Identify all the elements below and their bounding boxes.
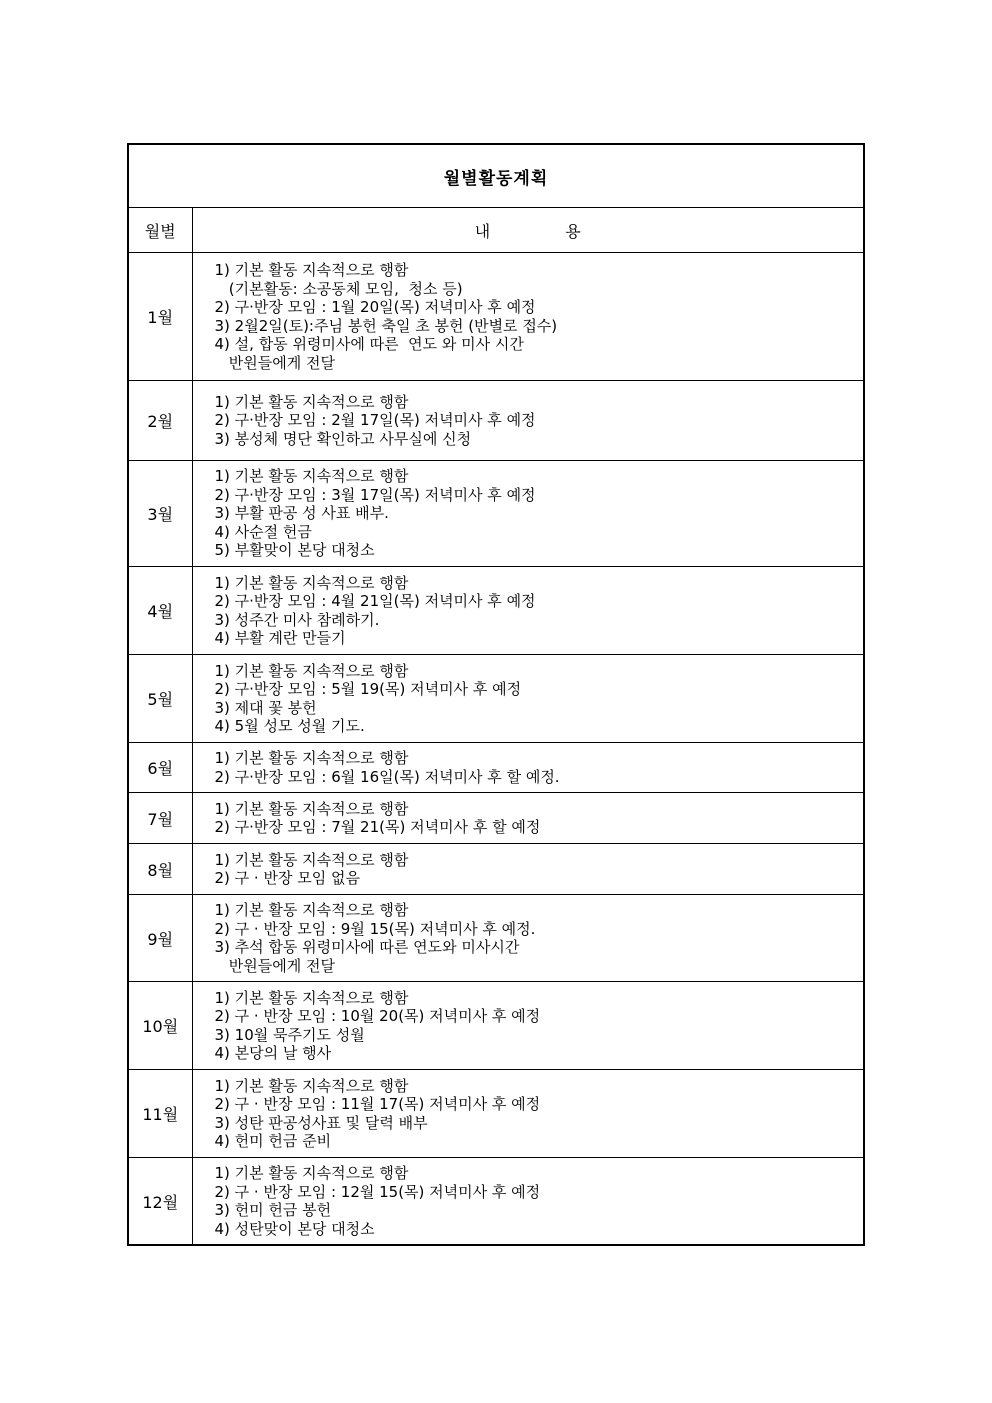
content-line: 2) 구·반장 모임 : 2월 17일(목) 저녁미사 후 예정: [214, 411, 536, 430]
month-row: [128, 743, 864, 793]
month-content: [192, 567, 864, 655]
month-row: [128, 381, 864, 461]
content-line: 1) 기본 활동 지속적으로 행함: [214, 901, 409, 919]
title-row: [128, 144, 864, 208]
month-label: 6월: [128, 743, 192, 793]
content-line: 1) 기본 활동 지속적으로 행함: [214, 850, 409, 869]
month-row: [128, 253, 864, 381]
content-line: 2) 구·반장 모임 : 7월 21(목) 저녁미사 후 할 예정: [214, 818, 541, 836]
month-row: [128, 1158, 864, 1246]
content-line: 4) 설, 합동 위령미사에 따른 연도 와 미사 시간: [214, 335, 524, 353]
content-line: 4) 부활 계란 만들기: [214, 629, 346, 647]
month-label: 7월: [128, 793, 192, 844]
content-line: 4) 본당의 날 행사: [214, 1044, 332, 1062]
month-label: 4월: [128, 567, 192, 655]
month-content: [192, 253, 864, 381]
content-line: 4) 5월 성모 성월 기도.: [214, 717, 365, 735]
month-content: [192, 895, 864, 982]
month-row: [128, 567, 864, 655]
content-line: 4) 사순절 헌금: [214, 522, 312, 541]
month-row: [128, 1070, 864, 1158]
month-label: 10월: [128, 982, 192, 1070]
content-line: 5) 부활맞이 본당 대청소: [214, 541, 375, 560]
content-line: 1) 기본 활동 지속적으로 행함: [214, 1076, 409, 1095]
content-line: 2) 구·반장 모임 : 4월 21일(목) 저녁미사 후 예정: [214, 592, 536, 610]
content-line: 1) 기본 활동 지속적으로 행함: [214, 799, 409, 818]
content-line: 3) 추석 합동 위령미사에 따른 연도와 미사시간: [214, 938, 520, 956]
content-line: 3) 성주간 미사 참례하기.: [214, 610, 380, 629]
content-line: 1) 기본 활동 지속적으로 행함: [214, 1164, 409, 1182]
content-line: 2) 구 · 반장 모임 : 9월 15(목) 저녁미사 후 예정.: [214, 919, 536, 938]
month-label: 2월: [128, 381, 192, 461]
content-line: 3) 2월2일(토):주님 봉헌 축일 초 봉헌 (반별로 접수): [214, 316, 558, 335]
month-row: [128, 982, 864, 1070]
content-line: 반원들에게 전달: [214, 353, 336, 372]
content-line: 1) 기본 활동 지속적으로 행함: [214, 749, 409, 767]
month-content: [192, 844, 864, 895]
header-content: 내 용: [192, 208, 864, 253]
month-content: [192, 381, 864, 461]
content-line: 1) 기본 활동 지속적으로 행함: [214, 261, 409, 279]
content-line: 2) 구·반장 모임 : 3월 17일(목) 저녁미사 후 예정: [214, 485, 536, 504]
content-line: 1) 기본 활동 지속적으로 행함: [214, 988, 409, 1007]
month-content: [192, 1158, 864, 1246]
content-line: 2) 구·반장 모임 : 6월 16일(목) 저녁미사 후 할 예정.: [214, 767, 560, 786]
table-title: 월별활동계획: [128, 144, 864, 208]
month-content: [192, 793, 864, 844]
month-row: [128, 461, 864, 567]
month-row: [128, 655, 864, 743]
month-label: 11월: [128, 1070, 192, 1158]
month-content: [192, 982, 864, 1070]
content-line: 1) 기본 활동 지속적으로 행함: [214, 392, 409, 411]
month-label: 9월: [128, 895, 192, 982]
content-line: 2) 구 · 반장 모임 : 12월 15(목) 저녁미사 후 예정: [214, 1182, 541, 1201]
month-content: [192, 1070, 864, 1158]
content-line: 1) 기본 활동 지속적으로 행함: [214, 467, 409, 486]
header-month: 월별: [128, 208, 192, 253]
content-line: 3) 성탄 판공성사표 및 달력 배부: [214, 1113, 428, 1132]
content-line: 3) 봉성체 명단 확인하고 사무실에 신청: [214, 429, 472, 448]
month-row: [128, 793, 864, 844]
month-label: 3월: [128, 461, 192, 567]
month-label: 5월: [128, 655, 192, 743]
month-label: 1월: [128, 253, 192, 381]
content-line: (기본활동: 소공동체 모임, 청소 등): [214, 279, 463, 298]
content-line: 2) 구 · 반장 모임 없음: [214, 869, 360, 887]
table-body: [128, 144, 864, 1245]
activity-plan-table: [127, 143, 865, 1246]
month-content: [192, 743, 864, 793]
content-line: 반원들에게 전달: [214, 956, 336, 975]
content-line: 3) 10월 묵주기도 성월: [214, 1025, 365, 1044]
content-line: 2) 구 · 반장 모임 : 10월 20(목) 저녁미사 후 예정: [214, 1007, 541, 1025]
month-row: [128, 844, 864, 895]
content-line: 1) 기본 활동 지속적으로 행함: [214, 573, 409, 592]
content-line: 1) 기본 활동 지속적으로 행함: [214, 661, 409, 680]
header-row: [128, 208, 864, 253]
content-line: 4) 헌미 헌금 준비: [214, 1132, 332, 1150]
month-label: 12월: [128, 1158, 192, 1246]
content-line: 2) 구 · 반장 모임 : 11월 17(목) 저녁미사 후 예정: [214, 1095, 541, 1113]
content-line: 3) 제대 꽃 봉헌: [214, 698, 317, 717]
content-line: 3) 부활 판공 성 사표 배부.: [214, 504, 389, 523]
content-line: 3) 헌미 헌금 봉헌: [214, 1201, 332, 1219]
month-content: [192, 655, 864, 743]
content-line: 4) 성탄맞이 본당 대청소: [214, 1219, 375, 1238]
month-content: [192, 461, 864, 567]
month-label: 8월: [128, 844, 192, 895]
content-line: 2) 구·반장 모임 : 1월 20일(목) 저녁미사 후 예정: [214, 298, 536, 316]
month-row: [128, 895, 864, 982]
content-line: 2) 구·반장 모임 : 5월 19(목) 저녁미사 후 예정: [214, 680, 522, 698]
